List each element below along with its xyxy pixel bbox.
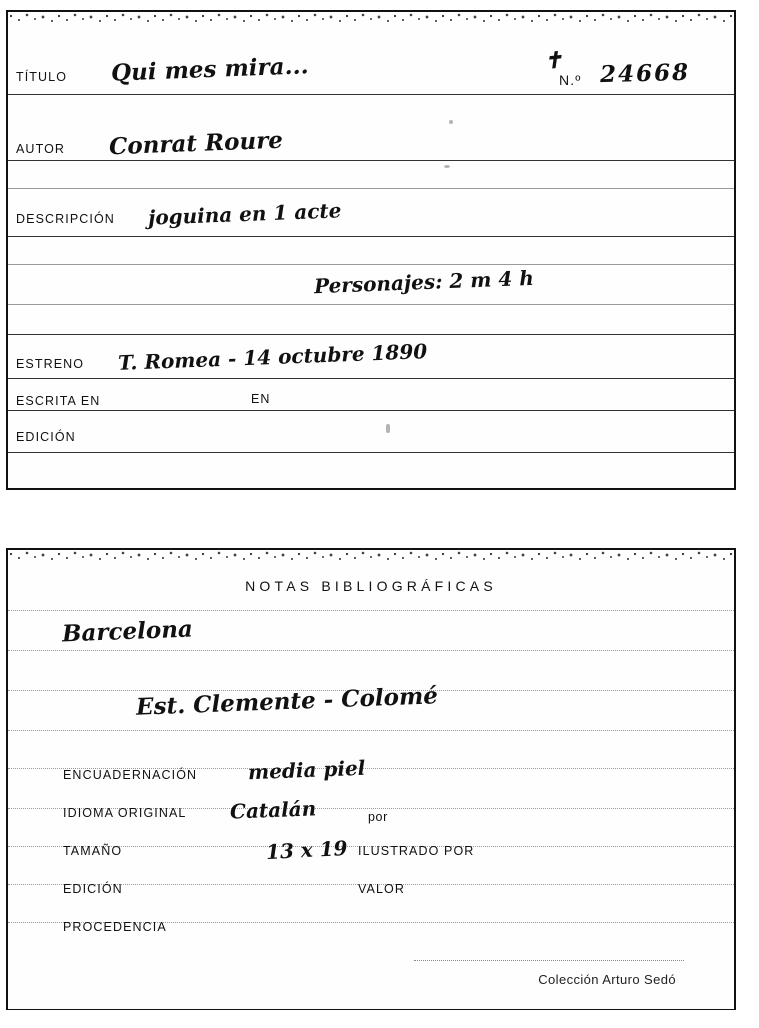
field-label-titulo: TÍTULO bbox=[16, 70, 68, 84]
note-printer: Est. Clemente - Colomé bbox=[135, 682, 439, 721]
scan-speck bbox=[444, 165, 450, 168]
value-encuadernacion: media piel bbox=[247, 755, 366, 785]
card-rule bbox=[8, 334, 734, 335]
catalog-card-top bbox=[6, 10, 736, 490]
value-numero: 24668 bbox=[599, 58, 691, 89]
note-city: Barcelona bbox=[61, 615, 194, 648]
card-rule bbox=[8, 730, 734, 731]
value-tamano: 13 x 19 bbox=[265, 835, 349, 865]
value-idioma-original: Catalán bbox=[229, 796, 317, 824]
field-label-escrita-en: ESCRITA EN bbox=[16, 394, 101, 408]
field-label-tamano: TAMAÑO bbox=[63, 844, 123, 858]
card-rule bbox=[8, 452, 734, 453]
notes-heading: NOTAS BIBLIOGRÁFICAS bbox=[245, 578, 497, 594]
card-rule bbox=[8, 378, 734, 379]
scan-noise-edge bbox=[8, 550, 734, 562]
value-personajes: Personajes: 2 m 4 h bbox=[313, 265, 535, 299]
cross-mark-icon: ✝ bbox=[542, 47, 564, 75]
value-titulo: Qui mes mira... bbox=[110, 52, 309, 87]
value-descripcion: joguina en 1 acte bbox=[147, 198, 342, 230]
field-label-autor: AUTOR bbox=[16, 142, 66, 156]
scan-noise-edge bbox=[8, 12, 734, 24]
collection-label: Colección Arturo Sedó bbox=[538, 972, 676, 987]
field-label-idioma-original: IDIOMA ORIGINAL bbox=[63, 806, 187, 820]
card-rule bbox=[8, 160, 734, 161]
card-rule bbox=[8, 264, 734, 265]
catalog-card-bottom bbox=[6, 548, 736, 1010]
card-rule bbox=[8, 650, 734, 651]
card-rule bbox=[8, 410, 734, 411]
field-label-edicion: EDICIÓN bbox=[63, 882, 123, 896]
card-rule bbox=[8, 236, 734, 237]
field-label-procedencia: PROCEDENCIA bbox=[63, 920, 167, 934]
field-label-por: por bbox=[368, 810, 388, 824]
value-estreno: T. Romea - 14 octubre 1890 bbox=[117, 339, 428, 375]
card-rule bbox=[8, 304, 734, 305]
scan-speck bbox=[449, 120, 453, 124]
field-label-descripcion: DESCRIPCIÓN bbox=[16, 212, 115, 226]
field-label-edicion: EDICIÓN bbox=[16, 430, 76, 444]
field-label-estreno: ESTRENO bbox=[16, 357, 85, 371]
collection-rule bbox=[414, 960, 684, 961]
field-label-numero: N.º bbox=[559, 72, 582, 88]
scan-speck bbox=[386, 424, 390, 433]
field-label-ilustrado-por: ILUSTRADO POR bbox=[358, 844, 475, 858]
card-rule bbox=[8, 610, 734, 611]
field-label-en: EN bbox=[251, 392, 271, 406]
card-rule bbox=[8, 94, 734, 95]
card-rule bbox=[8, 188, 734, 189]
field-label-encuadernacion: ENCUADERNACIÓN bbox=[63, 768, 198, 782]
value-autor: Conrat Roure bbox=[108, 126, 284, 161]
field-label-valor: VALOR bbox=[358, 882, 405, 896]
